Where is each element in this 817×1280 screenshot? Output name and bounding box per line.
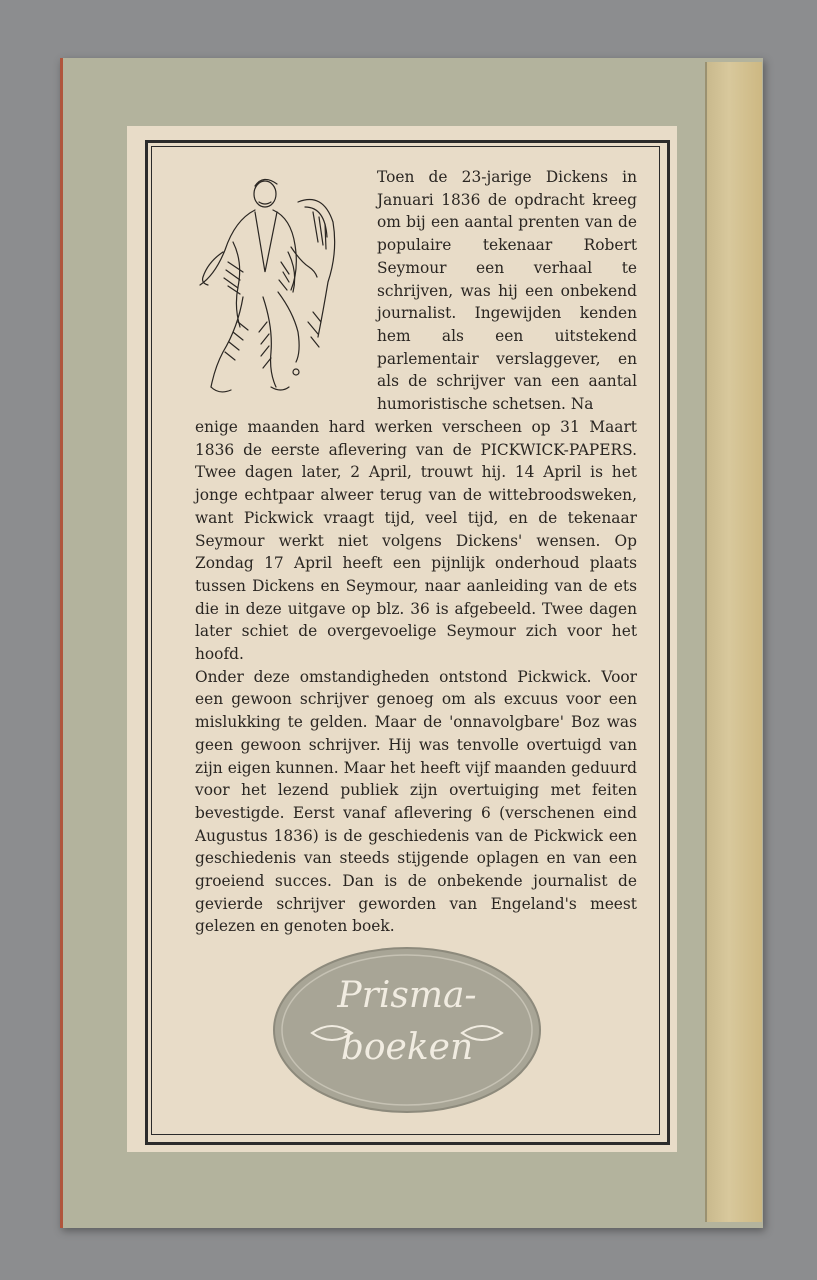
main-paragraphs (195, 416, 637, 938)
prisma-boeken-logo (272, 945, 542, 1115)
logo-line-1: Prisma- (337, 975, 477, 1016)
logo-line-2: boeken (340, 1027, 474, 1068)
intro-paragraph (377, 166, 637, 416)
main-paragraph-1: enige maanden hard werken verscheen op 31 Maart 1836 de eerste aflevering van de PICKWICK-PAPERS. Twee dagen later, 2 April, trouwt hij. 14 April is het jonge echtpaar alweer terug van de wittebroodsweken, want Pickwick vraagt tijd, veel tijd, en de tekenaar Seymour werkt niet volgens Dickens' wensen. Op Zondag 17 April heeft een pijnlijk onderhoud plaats tussen Dickens en Seymour, naar aanleiding van de ets die in deze uitgave op blz. 36 is afgebeeld. Twee dagen later schiet de overgevoelige Seymour zich voor het hoofd. (195, 418, 637, 664)
dickens-portrait-sketch (193, 172, 348, 407)
main-paragraph-2: Onder deze omstandigheden ontstond Pickwick. Voor een gewoon schrijver genoeg om als excuus voor een mislukking te gelden. Maar de 'onnavolgbare' Boz was geen gewoon schrijver. Hij was tenvolle overtuigd van zijn eigen kunnen. Maar het heeft vijf maanden geduurd voor het lezend publiek zijn overtuiging met feiten bevestigde. Eerst vanaf aflevering 6 (verschenen eind Augustus 1836) is de geschiedenis van de Pickwick een geschiedenis van steeds stijgende oplagen en van een groeiend succes. Dan is de onbekende journalist de gevierde schrijver geworden van Engeland's meest gelezen en genoten boek. (195, 667, 637, 936)
intro-text: Toen de 23-jarige Dickens in Januari 1836 de opdracht kreeg om bij een aantal prenten van de populaire tekenaar Robert Seymour een verhaal te schrijven, was hij een onbekend journalist. Ingewijden kenden hem als een uitstekend parlementair verslaggever, en als de schrijver van een aantal humoristische schetsen. Na (377, 168, 637, 414)
book-spine (705, 62, 762, 1222)
